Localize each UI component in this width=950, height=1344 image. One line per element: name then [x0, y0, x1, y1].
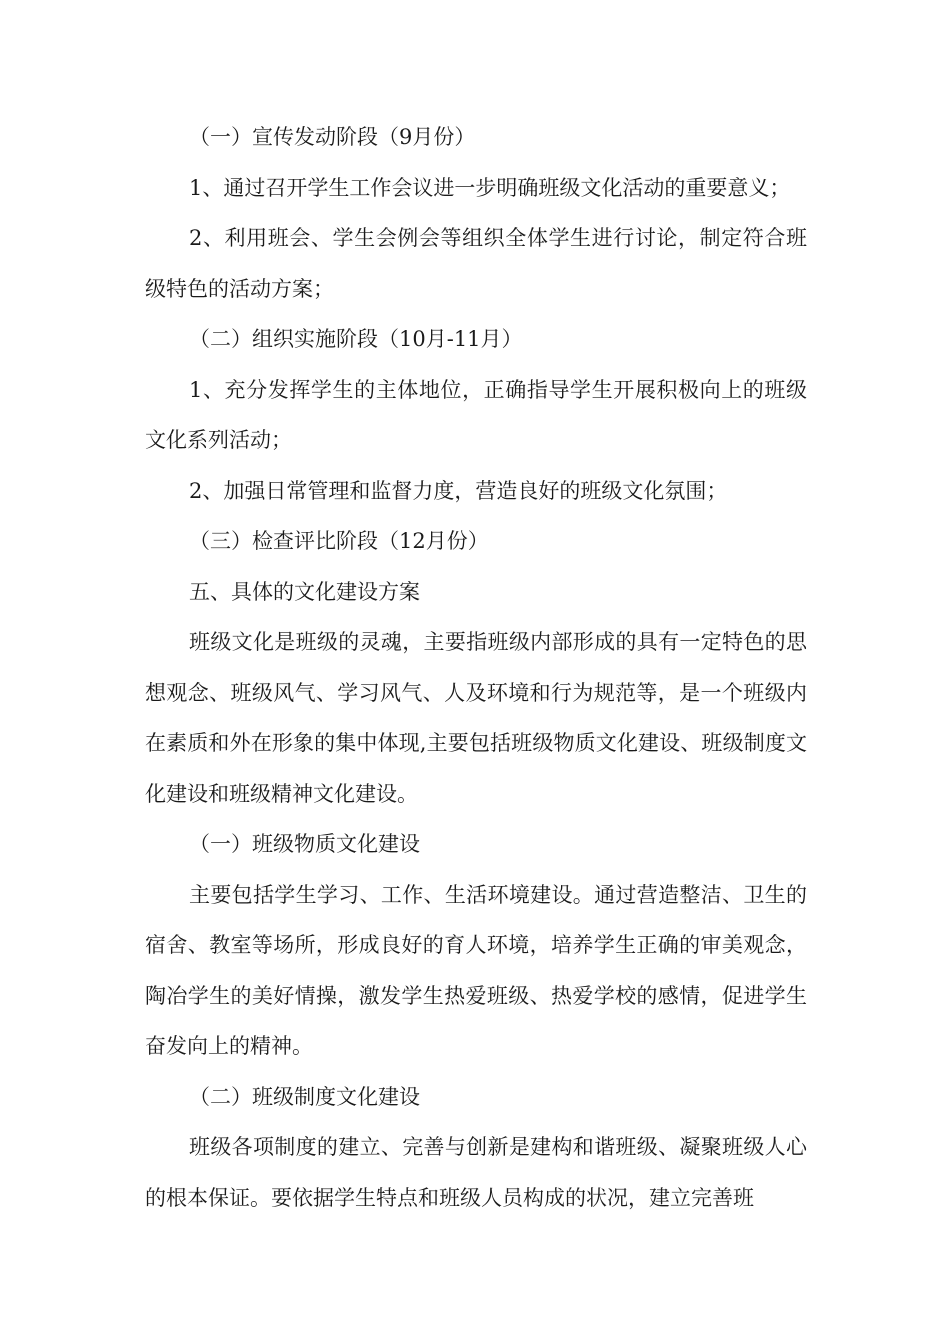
section-heading: 五、具体的文化建设方案	[189, 579, 420, 604]
body-paragraph: 班级文化是班级的灵魂，主要指班级内部形成的具有一定特色的思想观念、班级风气、学习风气、人及环境和行为规范等，是一个班级内在素质和外在形象的集中体现,主要包括班级物质文化建设、班级制度文化建设和班级精神文化建设。	[145, 630, 807, 806]
heading-phase-2: （二）组织实施阶段（10月-11月）	[189, 327, 523, 351]
list-item: 1、通过召开学生工作会议进一步明确班级文化活动的重要意义；	[189, 175, 791, 200]
body-paragraph: 班级各项制度的建立、完善与创新是建构和谐班级、凝聚班级人心的根本保证。要依据学生特点和班级人员构成的状况，建立完善班	[145, 1135, 807, 1210]
subheading-system-culture: （二）班级制度文化建设	[189, 1084, 420, 1109]
list-item: 1、充分发挥学生的主体地位，正确指导学生开展积极向上的班级文化系列活动；	[145, 377, 807, 452]
heading-phase-3: （三）检查评比阶段（12月份）	[189, 529, 489, 553]
body-paragraph: 主要包括学生学习、工作、生活环境建设。通过营造整洁、卫生的宿舍、教室等场所，形成良好的育人环境，培养学生正确的审美观念，陶冶学生的美好情操，激发学生热爱班级、热爱学校的感情，促进学生奋发向上的精神。	[145, 882, 807, 1058]
list-item: 2、利用班会、学生会例会等组织全体学生进行讨论，制定符合班级特色的活动方案；	[145, 226, 807, 301]
heading-phase-1: （一）宣传发动阶段（9月份）	[189, 125, 476, 149]
list-item: 2、加强日常管理和监督力度，营造良好的班级文化氛围；	[189, 478, 728, 503]
document-body	[145, 112, 807, 1223]
subheading-material-culture: （一）班级物质文化建设	[189, 832, 420, 856]
